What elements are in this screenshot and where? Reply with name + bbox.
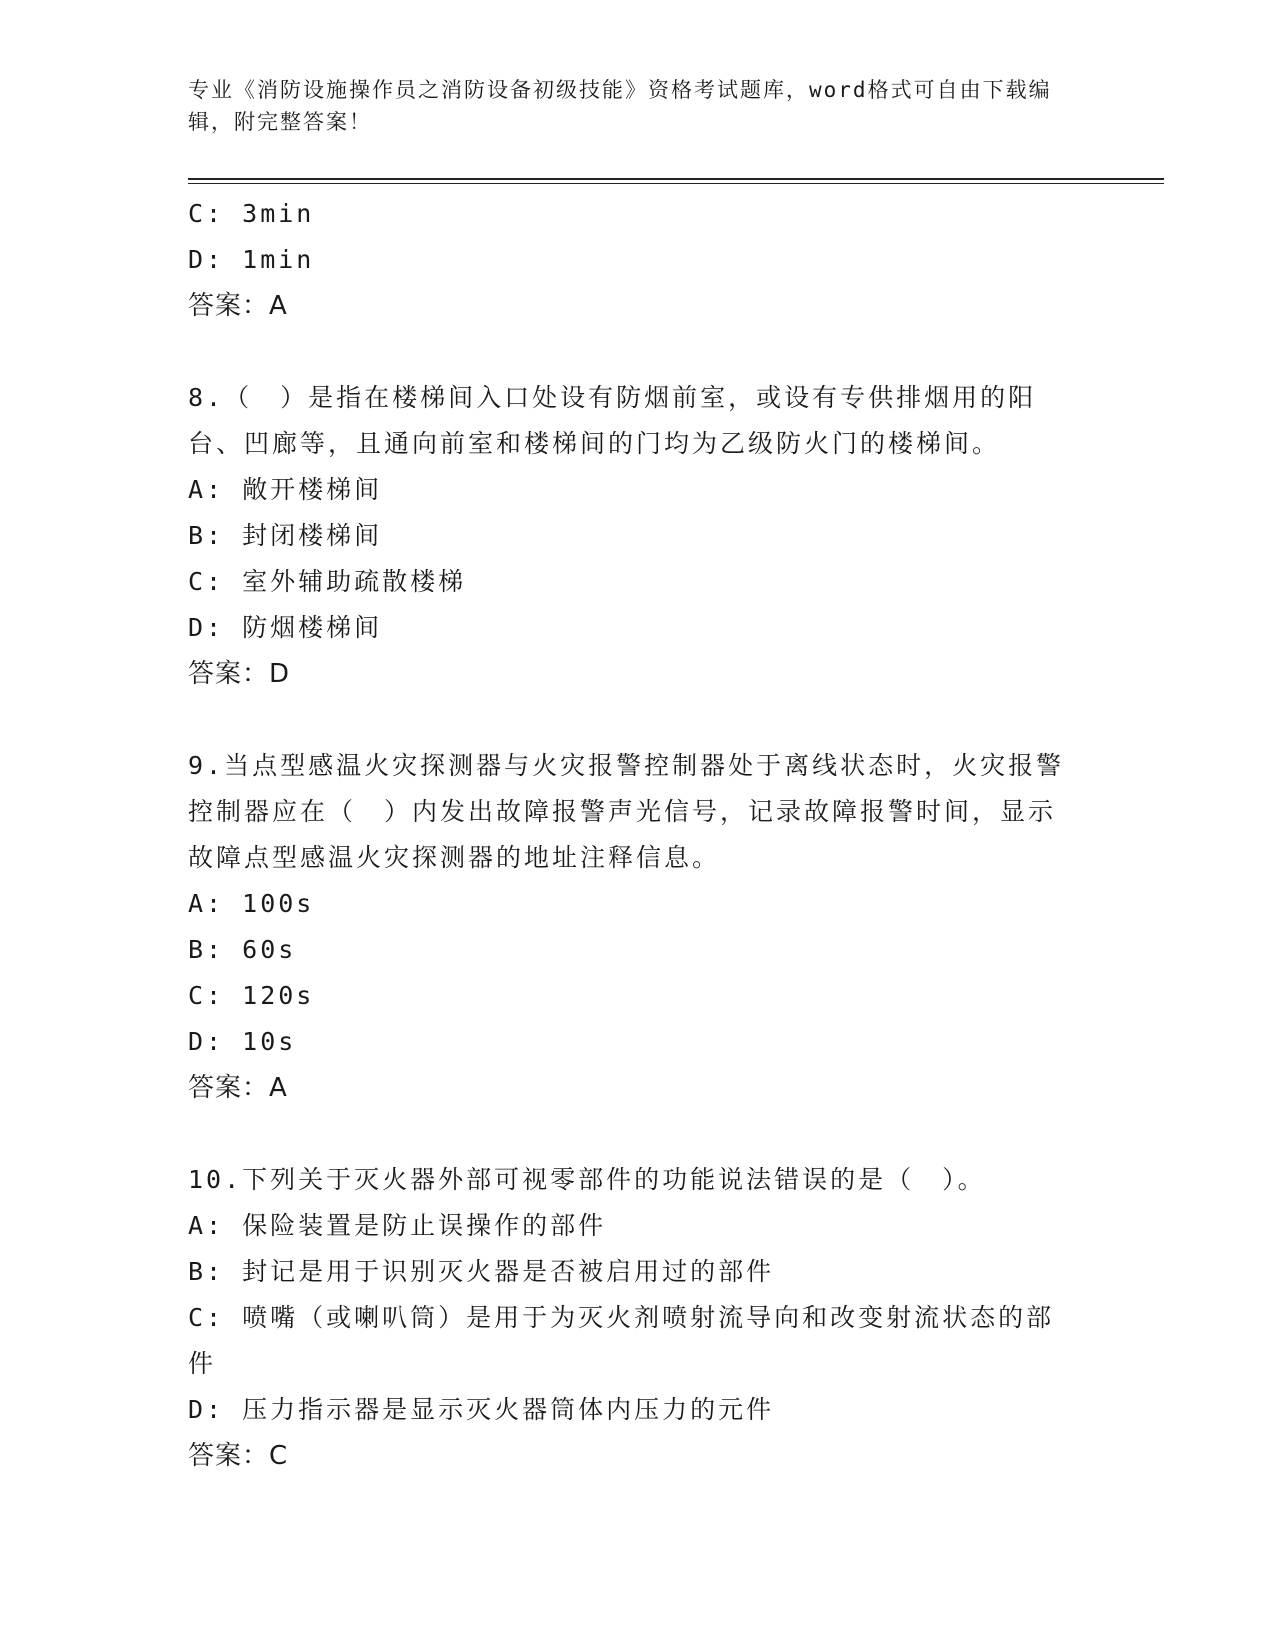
option-d: D: 10s <box>188 1027 297 1056</box>
option-a: A: 100s <box>188 889 315 918</box>
option-c: C: 室外辅助疏散楼梯 <box>188 567 467 596</box>
question-text: 8.（ ）是指在楼梯间入口处设有防烟前室，或设有专供排烟用的阳台、凹廊等，且通向前室和楼梯间的门均为乙级防火门的楼梯间。 <box>188 383 1037 458</box>
answer-line: 答案：A <box>188 291 288 321</box>
question-text: 9.当点型感温火灾探测器与火灾报警控制器处于离线状态时，火灾报警控制器应在（ ）内发出故障报警声光信号，记录故障报警时间，显示故障点型感温火灾探测器的地址注释信息。 <box>188 751 1065 872</box>
option-d: D: 压力指示器是显示灭火器筒体内压力的元件 <box>188 1395 775 1424</box>
option-c: C: 120s <box>188 981 315 1010</box>
document-header: 专业《消防设施操作员之消防设备初级技能》资格考试题库，word格式可自由下载编辑，附完整答案！ <box>188 78 1052 134</box>
question-9 <box>188 743 1088 1111</box>
option-b: B: 封记是用于识别灭火器是否被启用过的部件 <box>188 1257 775 1286</box>
answer-line: 答案：A <box>188 1073 288 1103</box>
option-a: A: 敞开楼梯间 <box>188 475 383 504</box>
question-10 <box>188 1157 1088 1479</box>
option-d: D: 1min <box>188 245 315 274</box>
prev-question-tail <box>188 191 1088 329</box>
option-a: A: 保险装置是防止误操作的部件 <box>188 1211 607 1240</box>
question-8 <box>188 375 1088 697</box>
option-b: B: 封闭楼梯间 <box>188 521 383 550</box>
question-text: 10.下列关于灭火器外部可视零部件的功能说法错误的是（ ）。 <box>188 1165 986 1194</box>
option-b: B: 60s <box>188 935 297 964</box>
answer-line: 答案：C <box>188 1441 289 1471</box>
option-d: D: 防烟楼梯间 <box>188 613 383 642</box>
answer-line: 答案：D <box>188 659 291 689</box>
option-c: C: 3min <box>188 199 315 228</box>
header-divider <box>188 178 1164 184</box>
option-c: C: 喷嘴（或喇叭筒）是用于为灭火剂喷射流导向和改变射流状态的部件 <box>188 1303 1055 1378</box>
question-list <box>188 191 1088 1479</box>
